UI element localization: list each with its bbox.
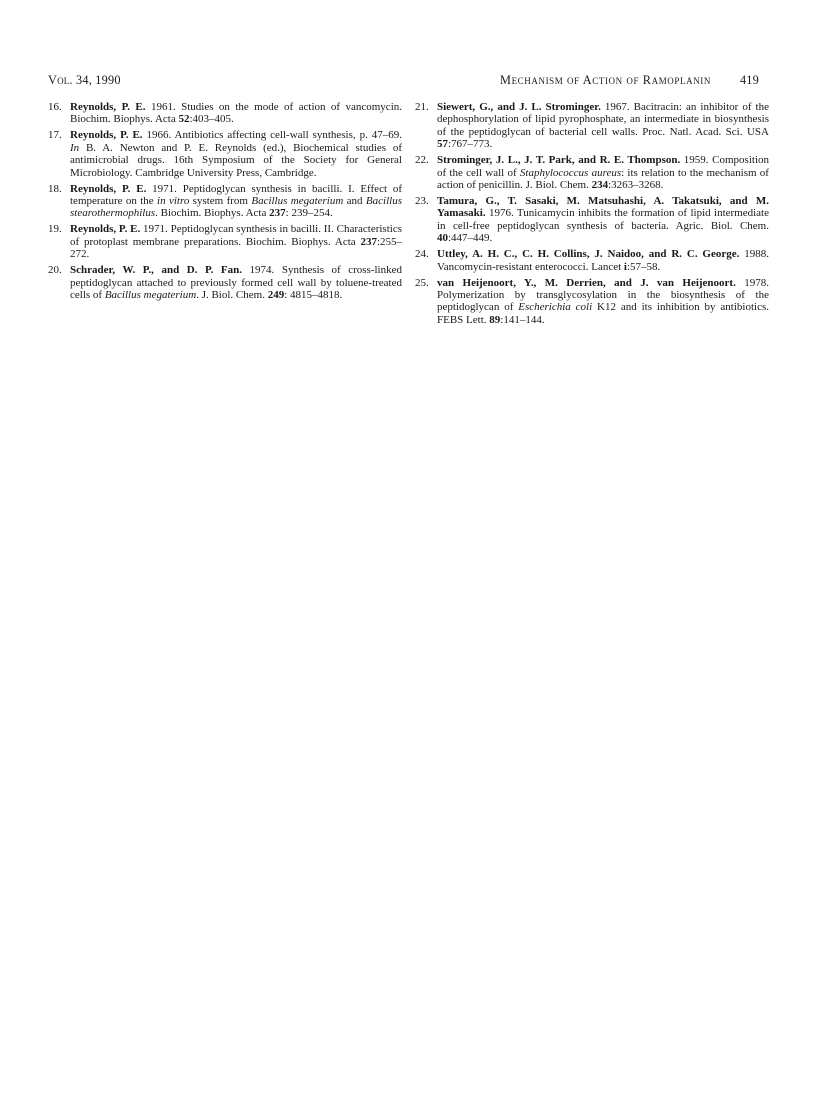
running-head [48,73,759,89]
reference-text: 1978. Polymerization by transglycosylation in the biosynthesis of the peptidoglycan of [437,276,770,314]
reference-entry [415,277,769,327]
reference-text: :255–272. [70,235,402,261]
reference-volume: 89 [489,313,501,326]
reference-text: B. A. Newton and P. E. Reynolds (ed.), Biochemical studies of antimicrobial drugs. 16th Symposium of the Society for General Microbiology. Cambridge University Press, Cambridge. [70,141,402,179]
page-number: 419 [739,73,759,87]
reference-number: 16. [48,101,62,113]
reference-text: system from [189,195,252,208]
reference-authors: Uttley, A. H. C., C. H. Collins, J. Naidoo, and R. C. George. [437,248,740,261]
reference-number: 18. [48,182,62,195]
reference-text: :403–405. [189,113,234,126]
reference-text: 1971. Peptidoglycan synthesis in bacilli. I. Effect of temperature on the [70,182,402,208]
reference-text: :57–58. [626,260,661,273]
reference-authors: Reynolds, P. E. [70,182,147,195]
reference-authors: van Heijenoort, Y., M. Derrien, and J. van Heijenoort. [437,276,736,289]
reference-number: 21. [415,101,429,113]
reference-volume: 249 [267,289,285,302]
reference-text: : 239–254. [285,207,333,220]
reference-volume: 237 [360,235,377,248]
reference-text: : 4815–4818. [284,289,343,302]
reference-authors: Schrader, W. P., and D. P. Fan. [70,264,243,277]
reference-authors: Siewert, G., and J. L. Strominger. [437,101,601,113]
reference-entry [415,248,769,273]
reference-text: . Biochim. Biophys. Acta [155,207,270,220]
reference-text: 1961. Studies on the mode of action of vancomycin. Biochim. Biophys. Acta [70,101,402,126]
reference-text: : its relation to the mechanism of action of penicillin. J. Biol. Chem. [437,166,769,192]
reference-volume: i [623,260,627,273]
reference-text: 1988. Vancomycin-resistant enterococci. Lancet [437,248,769,273]
reference-entry [415,154,769,191]
reference-text: :767–773. [448,138,493,151]
reference-number: 17. [48,129,62,142]
reference-text: 1966. Antibiotics affecting cell-wall synthesis, p. 47–69. [142,129,402,142]
reference-text: 1976. Tunicamycin inhibits the formation of lipid intermediate in cell-free peptidoglycan synthesis of bacteria. Agric. Biol. Chem. [437,207,769,232]
reference-italic-text: Staphylococcus aureus [519,166,622,179]
reference-number: 25. [415,276,429,289]
reference-number: 20. [48,264,62,277]
reference-text: . J. Biol. Chem. [196,289,268,302]
reference-entry [48,183,402,220]
reference-entry [48,129,402,179]
reference-volume: 237 [269,207,286,220]
reference-italic-text: in vitro [157,195,190,208]
reference-text: K12 and its inhibition by antibiotics. FEBS Lett. [437,301,769,326]
reference-italic-text: Bacillus megaterium [251,195,344,208]
reference-entry [48,101,402,126]
reference-text: :447–449. [448,232,493,245]
reference-italic-text: Bacillus megaterium [104,289,197,302]
reference-authors: Strominger, J. L., J. T. Park, and R. E. Thompson. [437,154,681,167]
reference-list-left-column [48,101,402,305]
reference-authors: Reynolds, P. E. [70,101,146,113]
reference-authors: Reynolds, P. E. [70,129,143,142]
reference-volume: 234 [591,179,609,192]
reference-authors: Reynolds, P. E. [70,223,141,236]
reference-italic-text: Bacillus stearothermophilus [70,195,402,220]
reference-entry [48,223,402,260]
reference-number: 19. [48,223,62,236]
reference-italic-text: In [70,141,80,154]
reference-text: 1959. Composition of the cell wall of [437,154,769,179]
journal-volume: Vol. 34, 1990 [48,73,121,87]
reference-text: and [343,195,366,208]
reference-number: 22. [415,154,429,167]
reference-entry [48,264,402,301]
reference-text: 1974. Synthesis of cross-linked peptidoglycan attached to previously formed cell wall by toluene-treated cells of [70,264,402,302]
reference-text: 1971. Peptidoglycan synthesis in bacilli. II. Characteristics of protoplast membrane preparations. Biochim. Biophys. Acta [70,223,402,248]
reference-volume: 52 [178,113,190,126]
reference-number: 24. [415,248,429,261]
reference-number: 23. [415,195,429,208]
reference-volume: 40 [437,232,448,245]
reference-text: :141–144. [500,313,545,326]
reference-volume: 57 [437,138,448,151]
reference-italic-text: Escherichia coli [518,301,593,314]
reference-authors: Tamura, G., T. Sasaki, M. Matsuhashi, A. Takatsuki, and M. Yamasaki. [437,195,769,220]
reference-entry [415,101,769,151]
reference-text: 1967. Bacitracin: an inhibitor of the dephosphorylation of lipid pyrophosphate, an intermediate in biosynthesis of the peptidoglycan of bacterial cell walls. Proc. Natl. Acad. Sci. USA [437,101,769,138]
reference-entry [415,195,769,245]
reference-text: :3263–3268. [608,179,664,192]
reference-list-right-column [415,101,769,330]
running-title: Mechanism of Action of Ramoplanin [500,73,711,87]
